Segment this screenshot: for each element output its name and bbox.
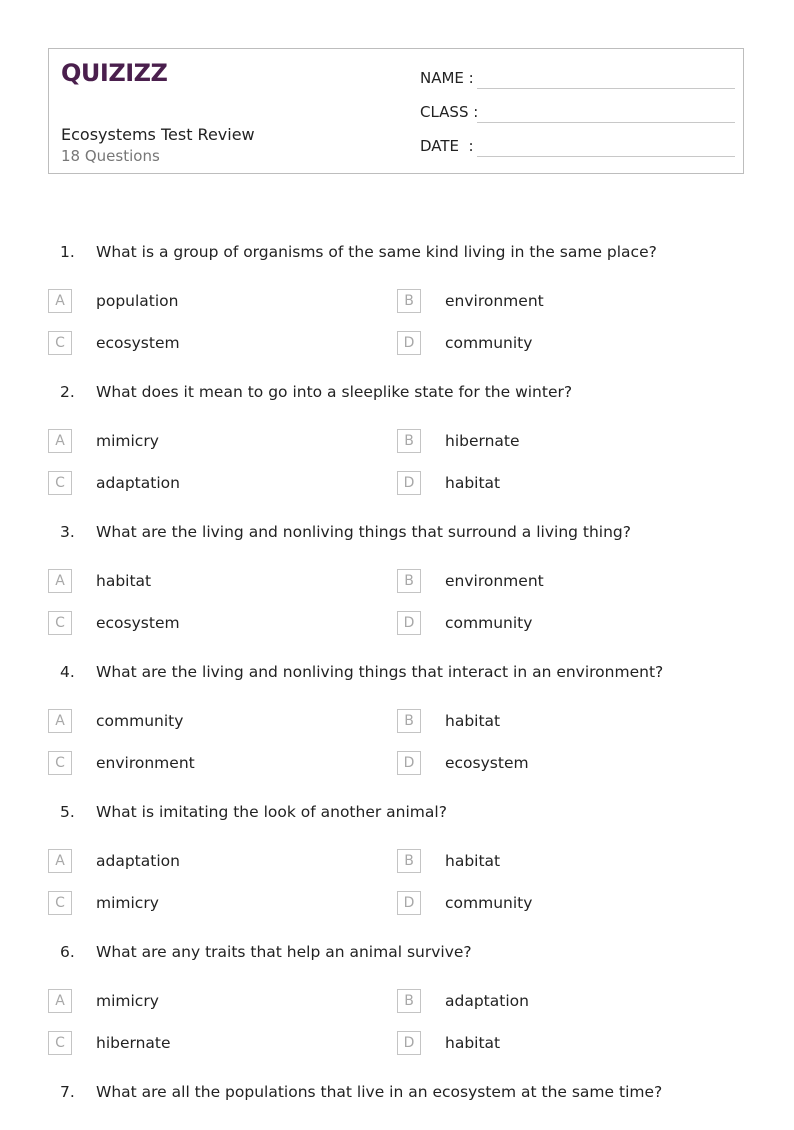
option-text: adaptation <box>96 474 180 492</box>
option-letter-box: A <box>48 289 72 313</box>
question-2 <box>0 370 794 510</box>
option-text: ecosystem <box>96 614 180 632</box>
option-a[interactable] <box>48 989 348 1013</box>
option-text: habitat <box>445 1034 501 1052</box>
option-text: ecosystem <box>445 754 529 772</box>
option-letter-box: C <box>48 331 72 355</box>
question-list <box>0 230 794 1130</box>
question-number: 1. <box>60 243 75 261</box>
option-c[interactable] <box>48 1031 348 1055</box>
date-label: DATE : <box>420 137 474 155</box>
option-letter-box: B <box>397 289 421 313</box>
option-a[interactable] <box>48 849 348 873</box>
option-d[interactable] <box>397 891 697 915</box>
question-text: What is imitating the look of another animal? <box>96 803 447 821</box>
option-letter-box: D <box>397 331 421 355</box>
option-text: mimicry <box>96 894 159 912</box>
option-d[interactable] <box>397 471 697 495</box>
option-text: adaptation <box>96 852 180 870</box>
option-c[interactable] <box>48 751 348 775</box>
option-letter-box: A <box>48 429 72 453</box>
option-text: environment <box>96 754 195 772</box>
question-1 <box>0 230 794 370</box>
option-letter-box: B <box>397 569 421 593</box>
question-text: What is a group of organisms of the same kind living in the same place? <box>96 243 657 261</box>
date-field <box>420 135 734 157</box>
option-c[interactable] <box>48 611 348 635</box>
name-field <box>420 67 734 89</box>
option-text: habitat <box>445 712 501 730</box>
option-a[interactable] <box>48 569 348 593</box>
worksheet-header <box>48 48 744 174</box>
name-input[interactable] <box>477 68 735 89</box>
name-label: NAME : <box>420 69 474 87</box>
quizizz-logo: QUIZIZZ <box>61 59 168 87</box>
option-text: habitat <box>445 852 501 870</box>
option-c[interactable] <box>48 331 348 355</box>
option-text: community <box>96 712 184 730</box>
option-d[interactable] <box>397 751 697 775</box>
question-count: 18 Questions <box>61 147 160 165</box>
option-b[interactable] <box>397 709 697 733</box>
question-number: 3. <box>60 523 75 541</box>
option-text: adaptation <box>445 992 529 1010</box>
worksheet-title: Ecosystems Test Review <box>61 125 255 144</box>
option-letter-box: A <box>48 989 72 1013</box>
option-letter-box: C <box>48 611 72 635</box>
option-letter-box: B <box>397 849 421 873</box>
option-letter-box: D <box>397 1031 421 1055</box>
option-letter-box: B <box>397 429 421 453</box>
option-d[interactable] <box>397 1031 697 1055</box>
option-text: ecosystem <box>96 334 180 352</box>
option-b[interactable] <box>397 429 697 453</box>
option-text: hibernate <box>96 1034 171 1052</box>
class-input[interactable] <box>477 102 735 123</box>
question-text: What are the living and nonliving things that surround a living thing? <box>96 523 631 541</box>
option-d[interactable] <box>397 611 697 635</box>
option-letter-box: D <box>397 471 421 495</box>
option-text: mimicry <box>96 992 159 1010</box>
option-b[interactable] <box>397 569 697 593</box>
question-number: 7. <box>60 1083 75 1101</box>
option-text: community <box>445 894 533 912</box>
option-text: habitat <box>445 474 501 492</box>
option-a[interactable] <box>48 289 348 313</box>
question-5 <box>0 790 794 930</box>
question-text: What are all the populations that live in an ecosystem at the same time? <box>96 1083 663 1101</box>
option-letter-box: D <box>397 891 421 915</box>
option-letter-box: C <box>48 751 72 775</box>
option-text: mimicry <box>96 432 159 450</box>
option-letter-box: D <box>397 611 421 635</box>
option-b[interactable] <box>397 989 697 1013</box>
option-a[interactable] <box>48 429 348 453</box>
question-4 <box>0 650 794 790</box>
option-letter-box: B <box>397 989 421 1013</box>
option-c[interactable] <box>48 471 348 495</box>
option-letter-box: C <box>48 891 72 915</box>
class-field <box>420 101 734 123</box>
option-text: hibernate <box>445 432 520 450</box>
option-b[interactable] <box>397 289 697 313</box>
option-a[interactable] <box>48 709 348 733</box>
option-text: habitat <box>96 572 152 590</box>
option-letter-box: B <box>397 709 421 733</box>
option-letter-box: C <box>48 471 72 495</box>
question-3 <box>0 510 794 650</box>
question-7 <box>0 1070 794 1130</box>
option-letter-box: A <box>48 569 72 593</box>
question-6 <box>0 930 794 1070</box>
option-letter-box: A <box>48 709 72 733</box>
date-input[interactable] <box>477 136 735 157</box>
option-letter-box: D <box>397 751 421 775</box>
option-b[interactable] <box>397 849 697 873</box>
question-text: What are the living and nonliving things that interact in an environment? <box>96 663 664 681</box>
question-number: 4. <box>60 663 75 681</box>
class-label: CLASS : <box>420 103 479 121</box>
option-text: environment <box>445 292 544 310</box>
question-text: What are any traits that help an animal survive? <box>96 943 472 961</box>
question-number: 2. <box>60 383 75 401</box>
option-letter-box: C <box>48 1031 72 1055</box>
option-text: environment <box>445 572 544 590</box>
option-c[interactable] <box>48 891 348 915</box>
option-d[interactable] <box>397 331 697 355</box>
question-number: 6. <box>60 943 75 961</box>
question-text: What does it mean to go into a sleeplike state for the winter? <box>96 383 573 401</box>
option-letter-box: A <box>48 849 72 873</box>
question-number: 5. <box>60 803 75 821</box>
option-text: community <box>445 334 533 352</box>
option-text: community <box>445 614 533 632</box>
option-text: population <box>96 292 179 310</box>
